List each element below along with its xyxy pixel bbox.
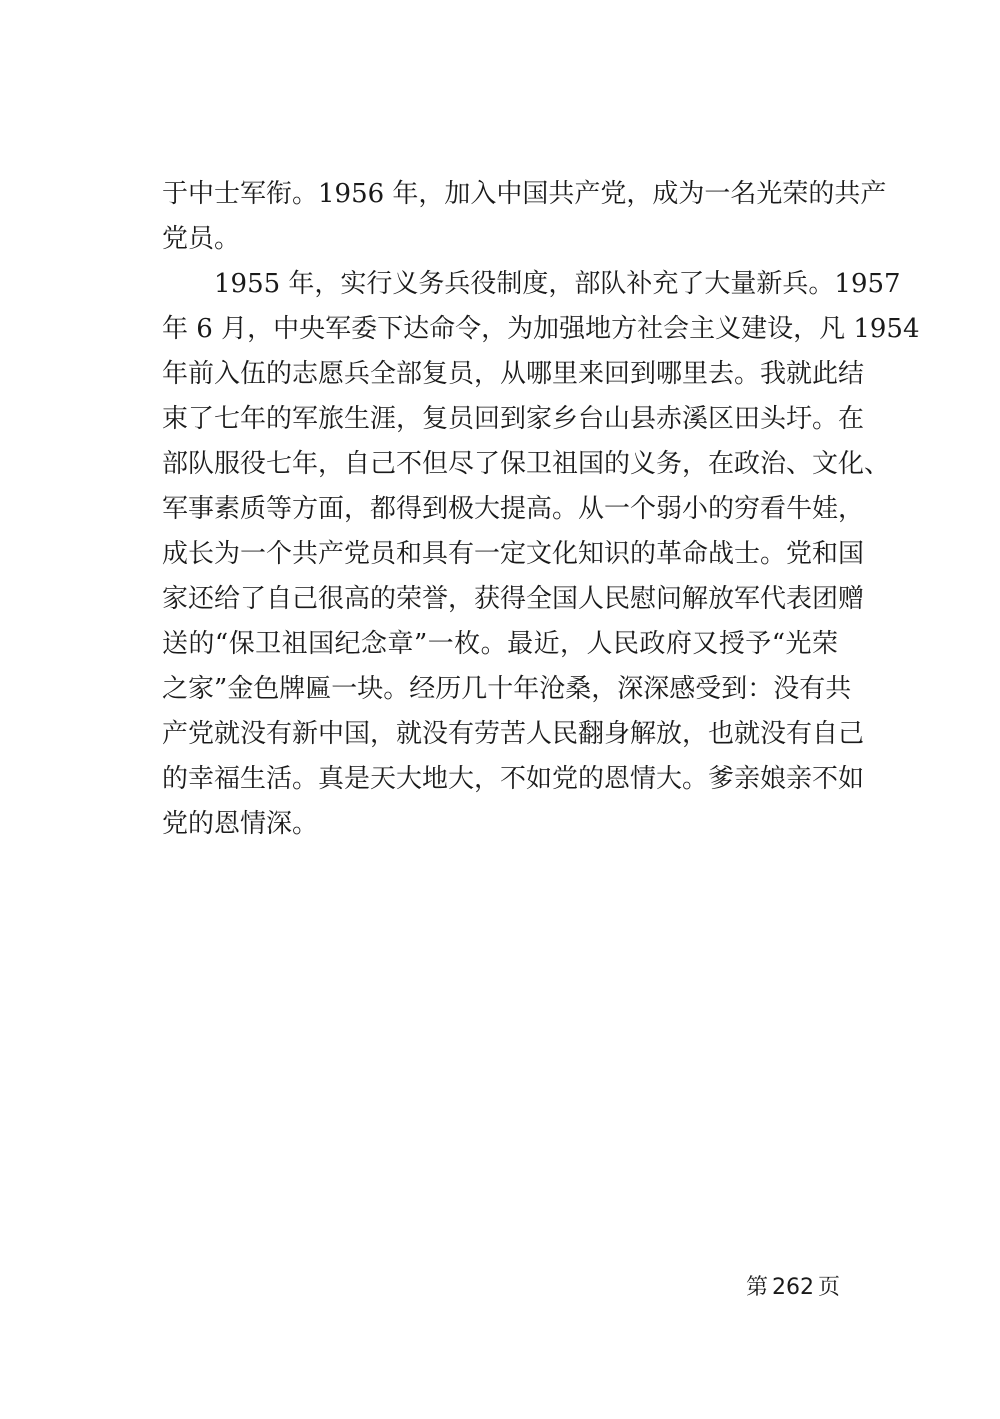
text-line: 束了七年的军旅生涯，复员回到家乡台山县赤溪区田头圩。在 xyxy=(162,404,865,434)
text-line: 年前入伍的志愿兵全部复员，从哪里来回到哪里去。我就此结 xyxy=(162,359,865,389)
text-line: 军事素质等方面，都得到极大提高。从一个弱小的穷看牛娃， xyxy=(162,494,865,524)
text-line: 产党就没有新中国，就没有劳苦人民翻身解放，也就没有自己 xyxy=(162,719,865,749)
text-line: 家还给了自己很高的荣誉，获得全国人民慰问解放军代表团赠 xyxy=(162,584,865,614)
page-number-value: 262 xyxy=(771,1275,814,1300)
page-number xyxy=(740,1272,840,1304)
page-number-suffix: 页 xyxy=(817,1275,840,1300)
text-line: 年 6 月，中央军委下达命令，为加强地方社会主义建设，凡 1954 xyxy=(162,314,920,344)
text-line: 1955 年，实行义务兵役制度，部队补充了大量新兵。1957 xyxy=(162,269,901,299)
text-line: 党的恩情深。 xyxy=(162,809,319,839)
text-line: 部队服役七年，自己不但尽了保卫祖国的义务，在政治、文化、 xyxy=(162,449,891,479)
text-line: 的幸福生活。真是天大地大，不如党的恩情大。爹亲娘亲不如 xyxy=(162,764,865,794)
text-line: 党员。 xyxy=(162,224,241,254)
text-line: 成长为一个共产党员和具有一定文化知识的革命战士。党和国 xyxy=(162,539,865,569)
text-line: 送的“保卫祖国纪念章”一枚。最近，人民政府又授予“光荣 xyxy=(162,629,838,659)
page-number-prefix: 第 xyxy=(745,1275,768,1300)
text-line: 之家”金色牌匾一块。经历几十年沧桑，深深感受到：没有共 xyxy=(162,674,852,704)
body-text xyxy=(162,172,920,847)
text-line: 于中士军衔。1956 年，加入中国共产党，成为一名光荣的共产 xyxy=(162,179,887,209)
